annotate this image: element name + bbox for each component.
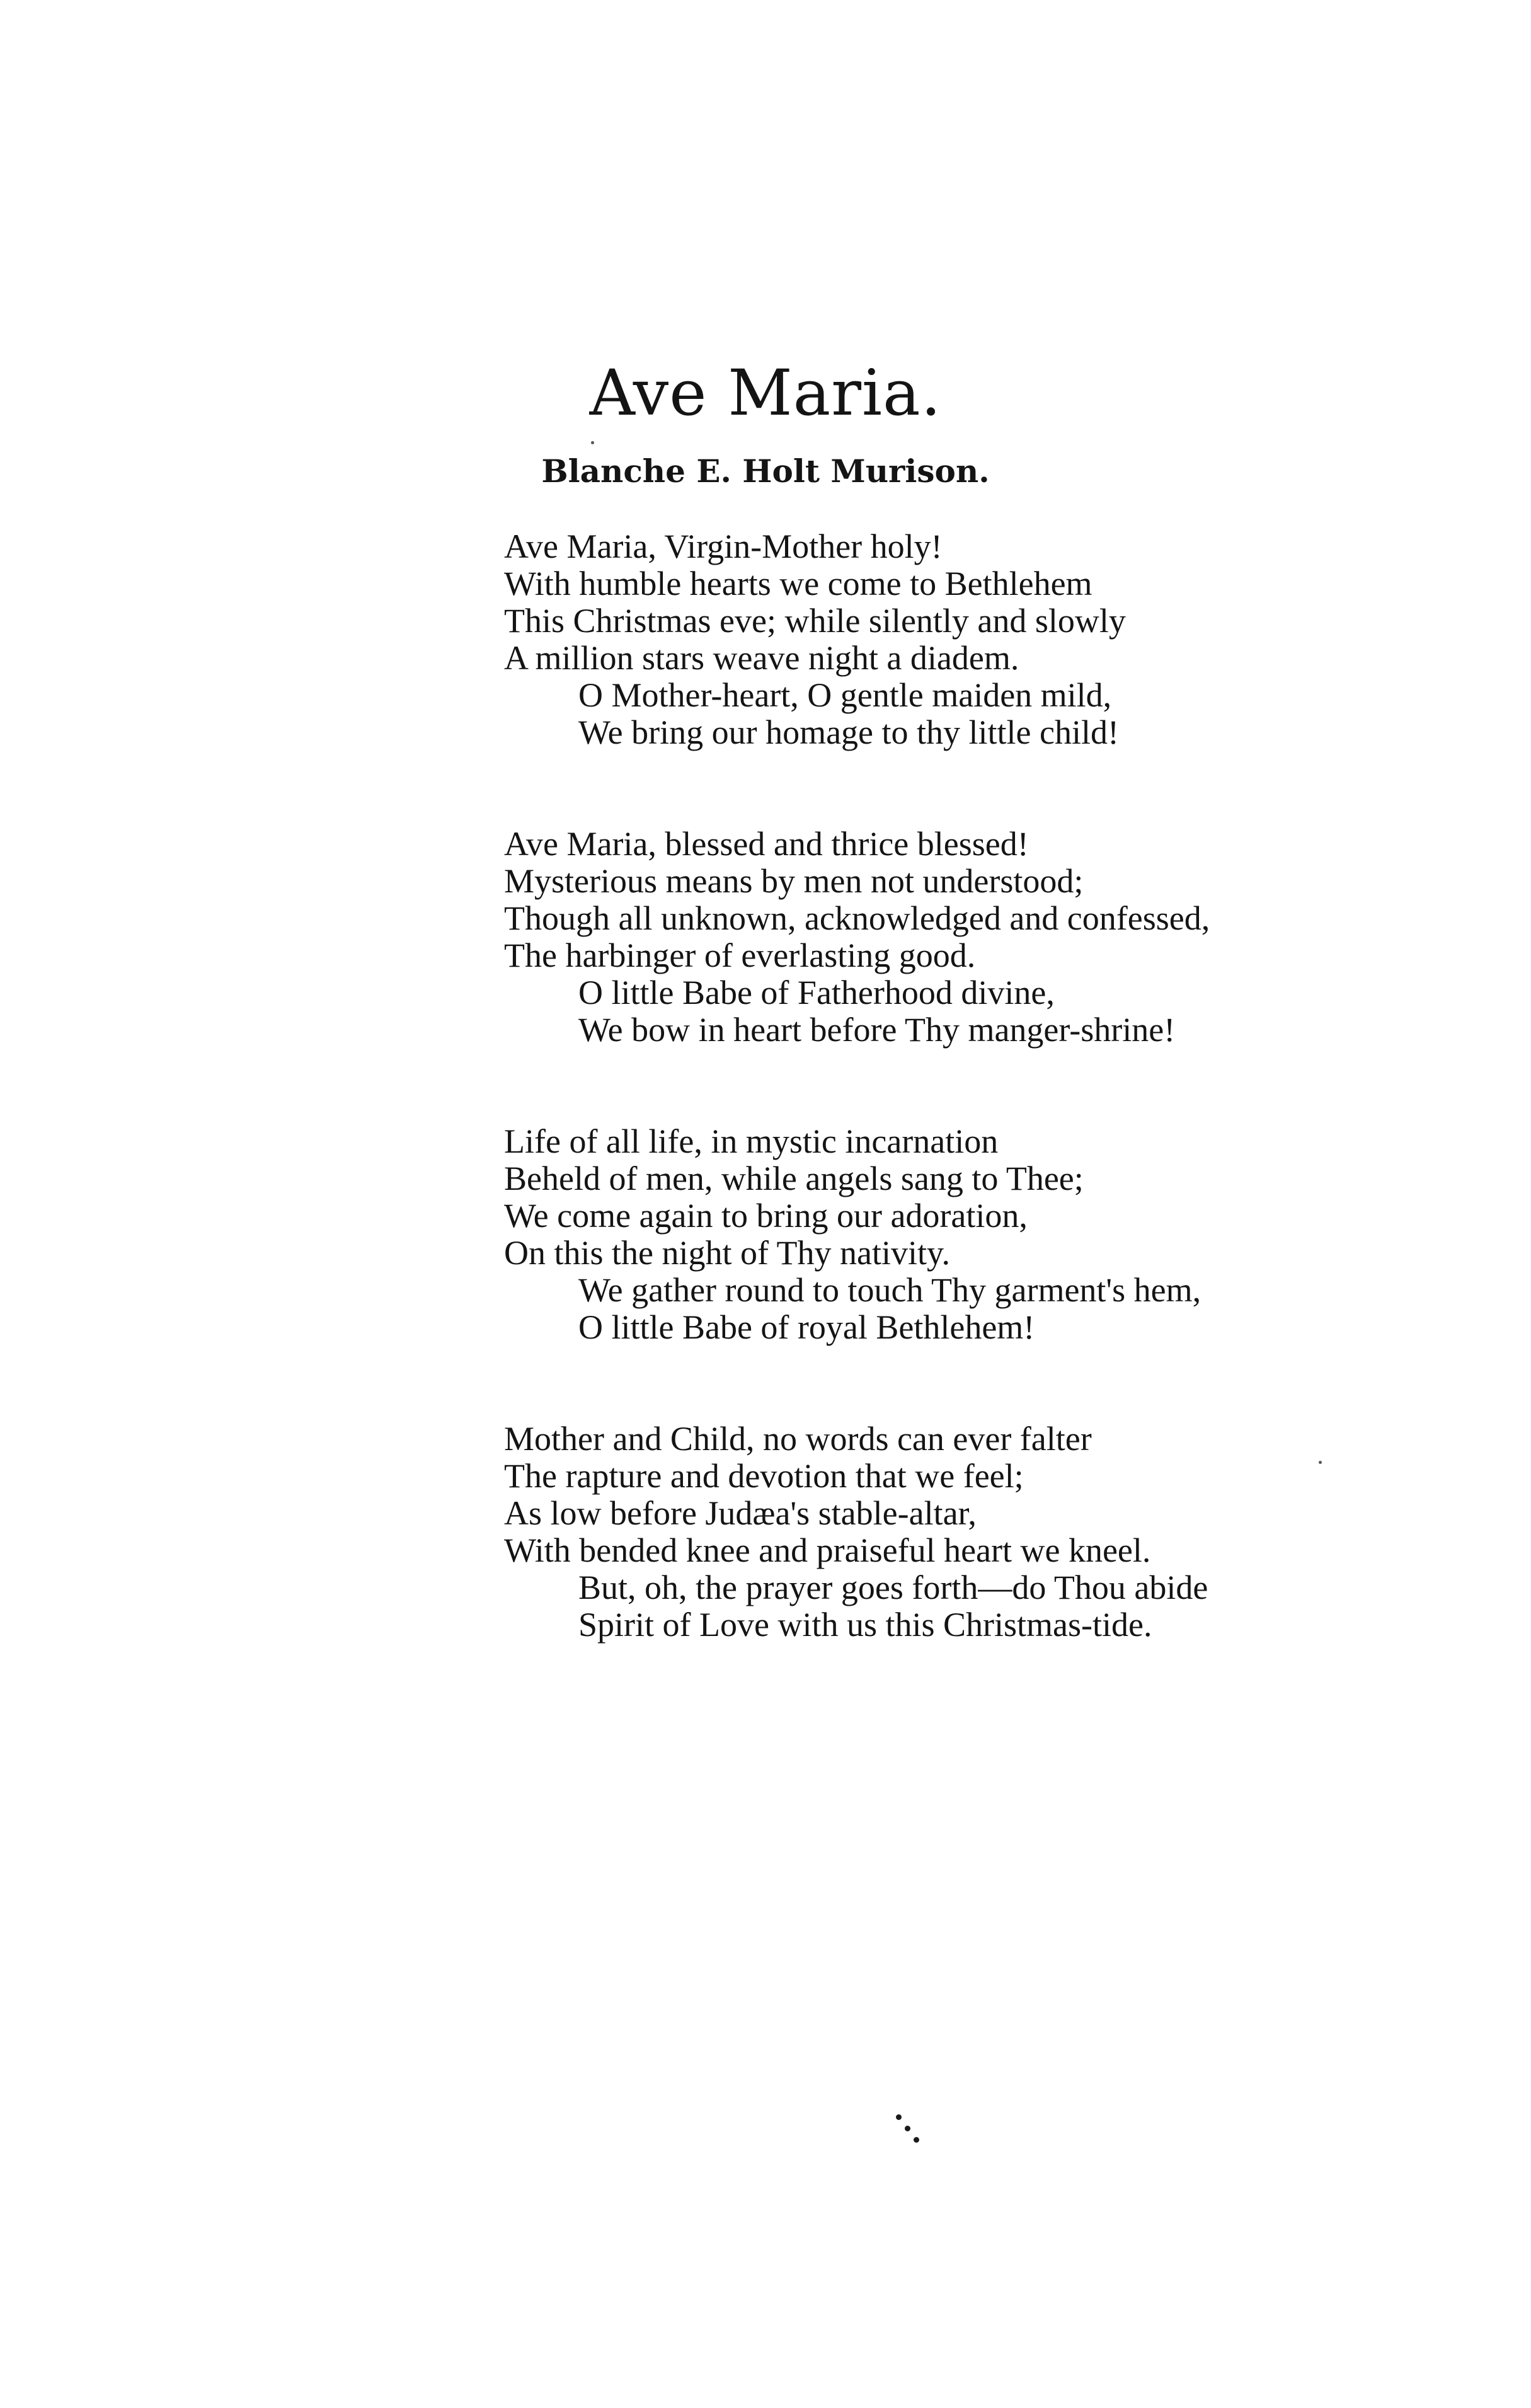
poem-line: On this the night of Thy nativity. <box>504 1234 950 1272</box>
poem-stanza <box>504 1420 1386 1644</box>
poem-line: This Christmas eve; while silently and slowly <box>504 602 1126 640</box>
poem-line: Mysterious means by men not understood; <box>504 862 1084 900</box>
poem-stanza <box>504 826 1386 1049</box>
poem-line: O Mother-heart, O gentle maiden mild, <box>578 676 1112 714</box>
poem-author: Blanche E. Holt Murison. <box>541 452 990 490</box>
poem-stanza <box>504 1123 1386 1346</box>
poem-line: O little Babe of Fatherhood divine, <box>578 974 1055 1011</box>
poem-line: We come again to bring our adoration, <box>504 1197 1028 1235</box>
poem-line: Beheld of men, while angels sang to Thee; <box>504 1160 1084 1197</box>
poem-line: Spirit of Love with us this Christmas-tide. <box>578 1606 1152 1644</box>
poem-line: With humble hearts we come to Bethlehem <box>504 565 1092 602</box>
poem-line: Mother and Child, no words can ever falter <box>504 1420 1092 1458</box>
poem-body <box>504 528 1386 1718</box>
poem-line: The harbinger of everlasting good. <box>504 936 976 974</box>
poem-line: The rapture and devotion that we feel; <box>504 1457 1024 1495</box>
poem-line: But, oh, the prayer goes forth—do Thou abide <box>578 1569 1208 1606</box>
poem-line: As low before Judæa's stable-altar, <box>504 1494 977 1532</box>
poem-line: Ave Maria, Virgin-Mother holy! <box>504 527 943 565</box>
poem-line: A million stars weave night a diadem. <box>504 639 1019 677</box>
poem-stanza <box>504 528 1386 751</box>
poem-line: We bring our homage to thy little child! <box>578 713 1119 751</box>
poem-title: Ave Maria. <box>589 356 942 430</box>
print-speck <box>1319 1461 1322 1464</box>
poem-line: We bow in heart before Thy manger-shrine! <box>578 1011 1176 1049</box>
three-dot-ornament-icon <box>896 2114 934 2152</box>
poem-line: O little Babe of royal Bethlehem! <box>578 1308 1035 1346</box>
poem-line: We gather round to touch Thy garment's hem, <box>578 1271 1201 1309</box>
poem-line: Though all unknown, acknowledged and confessed, <box>504 899 1210 937</box>
print-speck <box>591 441 594 444</box>
poem-line: Ave Maria, blessed and thrice blessed! <box>504 825 1029 863</box>
poem-line: With bended knee and praiseful heart we kneel. <box>504 1531 1151 1569</box>
poem-line: Life of all life, in mystic incarnation <box>504 1122 999 1160</box>
